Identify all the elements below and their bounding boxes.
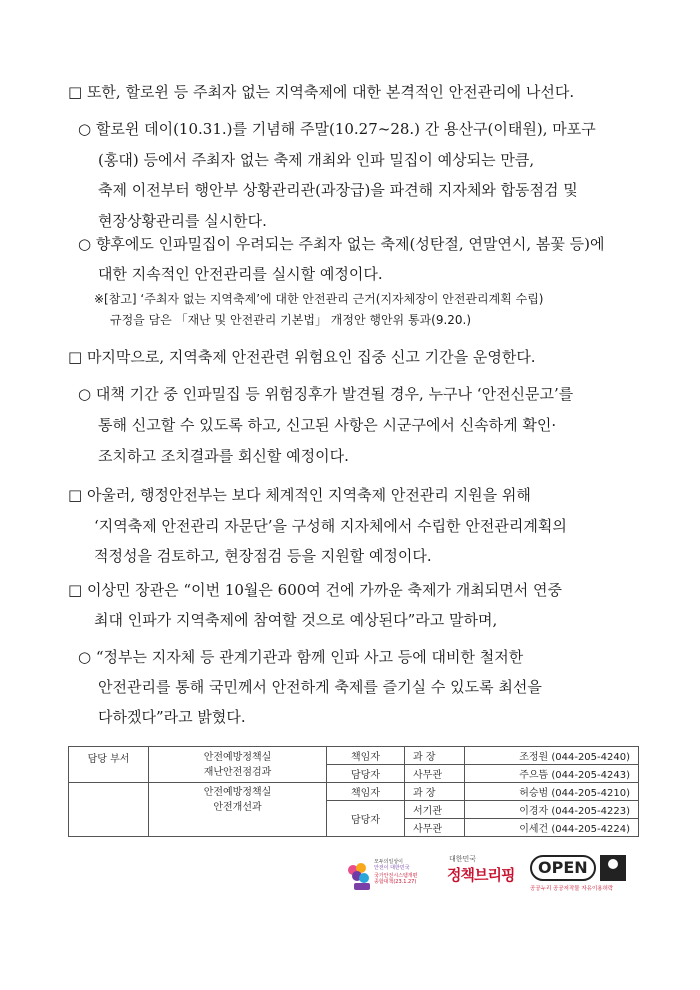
role-cell: 담당자: [327, 765, 405, 783]
paragraph-line: 통해 신고할 수 있도록 하고, 신고된 사항은 시군구에서 신속하게 확인·: [98, 416, 557, 434]
contact-cell: 이세건 (044-205-4224): [465, 819, 639, 837]
open-license-logo: OPEN 공공누리 공공저작물 자유이용허락: [530, 853, 642, 895]
contact-cell: 허승범 (044-205-4210): [465, 783, 639, 801]
role-cell: 책임자: [327, 747, 405, 765]
paragraph-line: □ 이상민 장관은 “이번 10월은 600여 건에 가까운 축제가 개최되면서 연중: [68, 581, 562, 599]
role-cell: 책임자: [327, 783, 405, 801]
paragraph-line: ○ 대책 기간 중 인파밀집 등 위험징후가 발견될 경우, 누구나 ‘안전신문고’를: [78, 385, 574, 403]
paragraph-line: ○ “정부는 지자체 등 관계기관과 함께 인파 사고 등에 대비한 철저한: [78, 648, 524, 666]
paragraph-line: □ 또한, 할로윈 등 주최자 없는 지역축제에 대한 본격적인 안전관리에 나선다.: [68, 83, 575, 101]
position-cell: 사무관: [405, 819, 465, 837]
reference-note-line: 규정을 담은 「재난 및 안전관리 기본법」 개정안 행안위 통과(9.20.): [110, 313, 472, 327]
role-cell: 담당자: [327, 801, 405, 837]
paragraph-line: (홍대) 등에서 주최자 없는 축제 개최와 인파 밀집이 예상되는 만큼,: [98, 150, 535, 169]
paragraph-line: ○ 향후에도 인파밀집이 우려되는 주최자 없는 축제(성탄절, 연말연시, 봄꽃 등)에: [78, 235, 605, 253]
paragraph-line: 조치하고 조치결과를 회신할 예정이다.: [98, 447, 349, 465]
position-cell: 과 장: [405, 747, 465, 765]
paragraph-line: □ 아울러, 행정안전부는 보다 체계적인 지역축제 안전관리 지원을 위해: [68, 486, 531, 504]
policy-briefing-logo: 대한민국 정책브리핑: [447, 855, 515, 884]
position-cell: 과 장: [405, 783, 465, 801]
paragraph-line: 다하겠다”라고 밝혔다.: [98, 708, 246, 726]
dept-name: 안전예방정책실 안전개선과: [149, 783, 327, 837]
contact-cell: 주으뜸 (044-205-4243): [465, 765, 639, 783]
safety-system-logo: 모두의일상이 안전이 대한민국 국가안전시스템개편 종합대책(23.1.27): [342, 856, 434, 896]
paragraph-line: 대한 지속적인 안전관리를 실시할 예정이다.: [98, 265, 383, 283]
paragraph-line: □ 마지막으로, 지역축제 안전관련 위험요인 집중 신고 기간을 운영한다.: [68, 348, 536, 366]
paragraph-line: ‘지역축제 안전관리 자문단’을 구성해 지자체에서 수립한 안전관리계획의: [94, 516, 567, 535]
dept-blank: [69, 783, 149, 837]
contact-cell: 이경자 (044-205-4223): [465, 801, 639, 819]
paragraph-line: ○ 할로윈 데이(10.31.)를 기념해 주말(10.27~28.) 간 용산구(이태원), 마포구: [78, 120, 596, 138]
paragraph-line: 안전관리를 통해 국민께서 안전하게 축제를 즐기실 수 있도록 최선을: [98, 678, 542, 696]
license-type-icon: [600, 855, 626, 881]
position-cell: 사무관: [405, 765, 465, 783]
paragraph-line: 축제 이전부터 행안부 상황관리관(과장급)을 파견해 지자체와 합동점검 및: [98, 181, 578, 199]
dept-name: 안전예방정책실 재난안전점검과: [149, 747, 327, 783]
paragraph-line: 최대 인파가 지역축제에 참여할 것으로 예상된다”라고 말하며,: [94, 611, 498, 629]
contact-table: [68, 746, 639, 837]
dept-header: 담당 부서: [69, 747, 149, 783]
reference-note-line: ※[참고] ‘주최자 없는 지역축제’에 대한 안전관리 근거(지자체장이 안전관리계획 수립): [94, 292, 544, 306]
paragraph-line: 적정성을 검토하고, 현장점검 등을 지원할 예정이다.: [94, 547, 432, 565]
position-cell: 서기관: [405, 801, 465, 819]
paragraph-line: 현장상황관리를 실시한다.: [98, 211, 267, 230]
contact-cell: 조정원 (044-205-4240): [465, 747, 639, 765]
